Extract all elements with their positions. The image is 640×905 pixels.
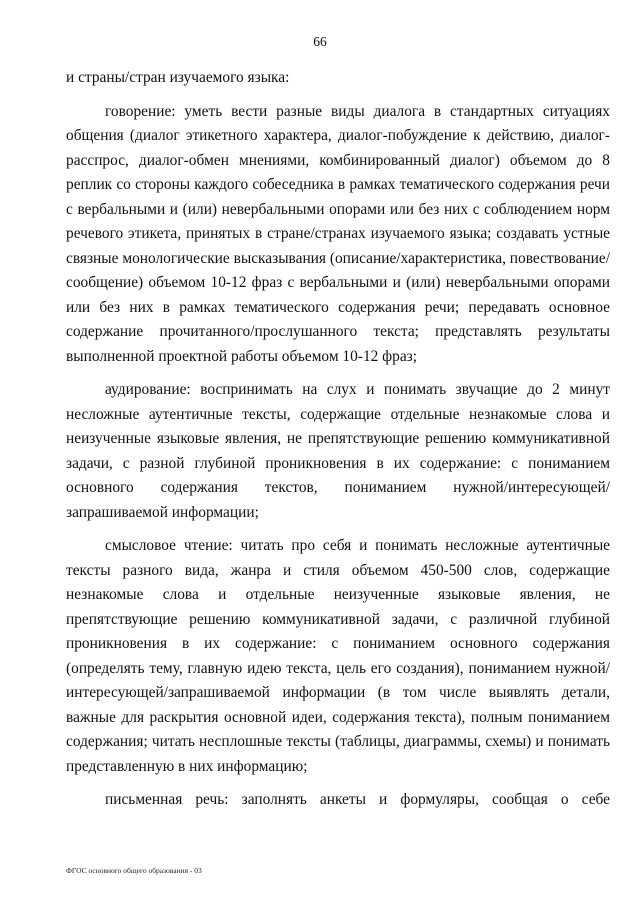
page-number: 66 (313, 34, 327, 49)
paragraph-writing: письменная речь: заполнять анкеты и формуляры, сообщая о себе (105, 791, 610, 808)
paragraph-speaking: говорение: уметь вести разные виды диалога в стандартных ситуациях общения (диалог этикетного характера, диалог-побуждение к действию, диалог-расспрос, диалог-обмен мнениями, комбинированный диалог) объемом до 8 реплик со стороны каждого собеседника в рамках тематического содержания речи с вербальными и (или) невербальными опорами или без них с соблюдением норм речевого этикета, принятых в стране/странах изучаемого языка; создавать устные связные монологические высказывания (описание/характеристика, повествование/сообщение) объемом 10-12 фраз с вербальными и (или) невербальными опорами или без них в рамках тематического содержания речи; передавать основное содержание прочитанного/прослушанного текста; представлять результаты выполненной проектной работы объемом 10-12 фраз; (66, 102, 610, 365)
paragraph-intro: и страны/стран изучаемого языка: (66, 69, 290, 86)
paragraph-reading: смысловое чтение: читать про себя и понимать несложные аутентичные тексты разного вида, жанра и стиля объемом 450-500 слов, содержащие незнакомые слова и отдельные неизученные языковые явления, не препятствующие решению коммуникативной задачи, с различной глубиной проникновения в их содержание: с пониманием основного содержания (определять тему, главную идею текста, цель его создания), пониманием нужной/интересующей/запрашиваемой информации (в том числе выявлять детали, важные для раскрытия основной идеи, содержания текста), полным пониманием содержания; читать несплошные тексты (таблицы, диаграммы, схемы) и понимать представленную в них информацию; (66, 537, 610, 775)
document-body (66, 66, 610, 822)
paragraph-listening: аудирование: воспринимать на слух и понимать звучащие до 2 минут несложные аутентичные тексты, содержащие отдельные незнакомые слова и неизученные языковые явления, не препятствующие решению коммуникативной задачи, с разной глубиной проникновения в их содержание: с пониманием основного содержания текстов, пониманием нужной/интересующей/запрашиваемой информации; (66, 381, 610, 521)
footer-note: ФГОС основного общего образования - 03 (66, 866, 202, 875)
